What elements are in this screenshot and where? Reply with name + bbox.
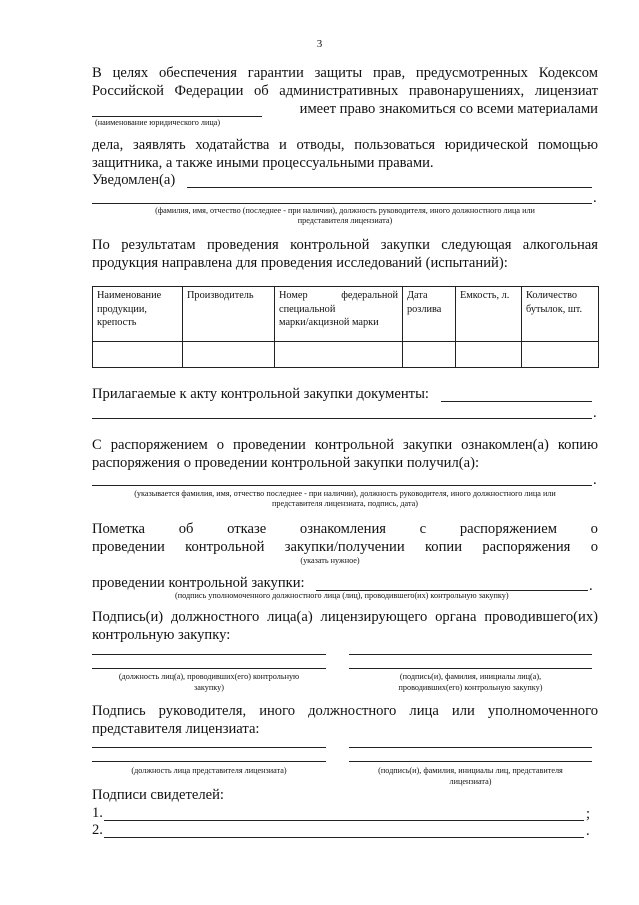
witness-1-blank <box>104 820 584 821</box>
refusal-word: контрольной <box>185 539 265 555</box>
officials-caption-right-2: проводивших(его) контрольную закупку) <box>398 683 543 692</box>
refusal-choose-caption: (указать нужное) <box>300 556 360 565</box>
table-cell[interactable] <box>93 342 183 368</box>
rights-line-1: В целях обеспечения гарантии защиты прав, предусмотренных Кодексом <box>92 65 598 81</box>
witness-2-number: 2. <box>92 822 103 838</box>
results-line-2: продукция направлена для проведения исследований (испытаний): <box>92 255 508 271</box>
refusal-word: Пометка <box>92 521 145 537</box>
refusal-word: закупки/получении <box>284 539 405 555</box>
order-caption-2: представителя лицензиата, подпись, дата) <box>271 499 419 508</box>
col-header-stamp-number <box>275 287 403 342</box>
officials-line-1: Подпись(и) должностного лица(а) лицензирующего органа проводившего(их) <box>92 609 598 625</box>
refusal-line-3-label: проведении контрольной закупки: <box>92 575 305 591</box>
officials-signature-blank-2 <box>349 668 592 669</box>
col3-line-3: марки/акцизной марки <box>279 317 379 328</box>
table-cell[interactable] <box>456 342 522 368</box>
col-header-bottling-date: Дата розлива <box>403 287 456 342</box>
licensee-position-blank-1 <box>92 747 326 748</box>
witness-1-number: 1. <box>92 805 103 821</box>
witnesses-title: Подписи свидетелей: <box>92 787 224 803</box>
refusal-word: копии <box>424 539 463 555</box>
rights-line-3-text: имеет право знакомиться со всеми материалами <box>299 101 598 117</box>
page-number: 3 <box>316 38 323 50</box>
table-cell[interactable] <box>522 342 599 368</box>
licensee-caption-right-2: лицензиата) <box>449 777 492 786</box>
officials-line-2: контрольную закупку: <box>92 627 231 643</box>
table-cell[interactable] <box>275 342 403 368</box>
officials-caption-right-1: (подпись(и), фамилия, инициалы лиц(а), <box>399 672 542 681</box>
notified-blank-2 <box>92 203 592 204</box>
attached-label: Прилагаемые к акту контрольной закупки документы: <box>92 386 429 402</box>
licensee-caption-right-1: (подпись(и), фамилия, инициалы лиц, представителя <box>378 766 563 775</box>
attached-end-dot: . <box>593 405 597 421</box>
refusal-word: распоряжения <box>482 539 571 555</box>
col3-line-2: специальной <box>279 303 336 315</box>
org-name-caption: (наименование юридического лица) <box>95 118 221 127</box>
officials-position-blank-2 <box>92 668 326 669</box>
attached-blank-1 <box>441 401 592 402</box>
table-cell[interactable] <box>403 342 456 368</box>
col3-word-federal: федеральной <box>341 290 398 301</box>
refusal-caption: (подпись уполномоченного должностного лица (лиц), проводившего(их) контрольную закупку) <box>175 591 509 600</box>
refusal-line-1 <box>92 521 598 538</box>
order-line-1: С распоряжением о проведении контрольной закупки ознакомлен(а) копию <box>92 437 598 453</box>
rights-line-3 <box>92 101 598 119</box>
order-blank <box>92 485 592 486</box>
col-header-quantity: Количество бутылок, шт. <box>522 287 599 342</box>
licensee-caption-left: (должность лица представителя лицензиата) <box>131 766 287 775</box>
licensee-line-1: Подпись руководителя, иного должностного лица или уполномоченного <box>92 703 598 719</box>
products-table <box>92 286 599 368</box>
table-row <box>93 342 599 368</box>
licensee-signature-blank-1 <box>349 747 592 748</box>
licensee-signature-blank-2 <box>349 761 592 762</box>
notified-end-dot: . <box>593 190 597 206</box>
refusal-word: об <box>178 521 194 537</box>
officials-caption-left-1: (должность лиц(а), проводивших(его) контрольную <box>118 672 300 681</box>
col-header-producer: Производитель <box>183 287 275 342</box>
refusal-end-dot: . <box>589 578 593 594</box>
refusal-word: о <box>590 539 598 555</box>
refusal-word: распоряжением <box>459 521 557 537</box>
notified-blank-1 <box>187 187 592 188</box>
order-line-2: распоряжения о проведении контрольной закупки получил(а): <box>92 455 480 471</box>
col-header-product: Наименование продукции, крепость <box>93 287 183 342</box>
results-line-1: По результатам проведения контрольной закупки следующая алкогольная <box>92 237 598 253</box>
refusal-word: ознакомления <box>299 521 386 537</box>
witness-2-blank <box>104 837 584 838</box>
table-cell[interactable] <box>183 342 275 368</box>
table-header-row <box>93 287 599 342</box>
order-end-dot: . <box>593 472 597 488</box>
licensee-position-blank-2 <box>92 761 326 762</box>
refusal-word: о <box>590 521 598 537</box>
licensee-line-2: представителя лицензиата: <box>92 721 260 737</box>
rights-line-4: дела, заявлять ходатайства и отводы, пользоваться юридической помощью <box>92 137 598 153</box>
col-header-capacity: Емкость, л. <box>456 287 522 342</box>
notified-caption-1: (фамилия, имя, отчество (последнее - при наличии), должность руководителя, иного должностного лица или <box>155 206 535 215</box>
rights-line-5: защитника, а также иными процессуальными правами. <box>92 155 434 171</box>
officials-position-blank-1 <box>92 654 326 655</box>
org-name-blank <box>92 101 262 117</box>
notified-caption-2: представителя лицензиата) <box>297 216 393 225</box>
officials-signature-blank-1 <box>349 654 592 655</box>
refusal-word: проведении <box>92 539 165 555</box>
order-caption-1: (указывается фамилия, имя, отчество последнее - при наличии), должность руководителя, иного должностного лица или <box>134 489 556 498</box>
col3-word-number: Номер <box>279 290 308 301</box>
rights-line-2: Российской Федерации об административных правонарушениях, лицензиат <box>92 83 598 99</box>
refusal-word: с <box>419 521 427 537</box>
attached-blank-2 <box>92 418 592 419</box>
witness-2-end: . <box>586 823 590 839</box>
refusal-word: отказе <box>227 521 267 537</box>
notified-label: Уведомлен(а) <box>92 172 176 188</box>
refusal-line-2 <box>92 539 598 556</box>
witness-1-end: ; <box>586 806 591 822</box>
officials-caption-left-2: закупку) <box>194 683 224 692</box>
